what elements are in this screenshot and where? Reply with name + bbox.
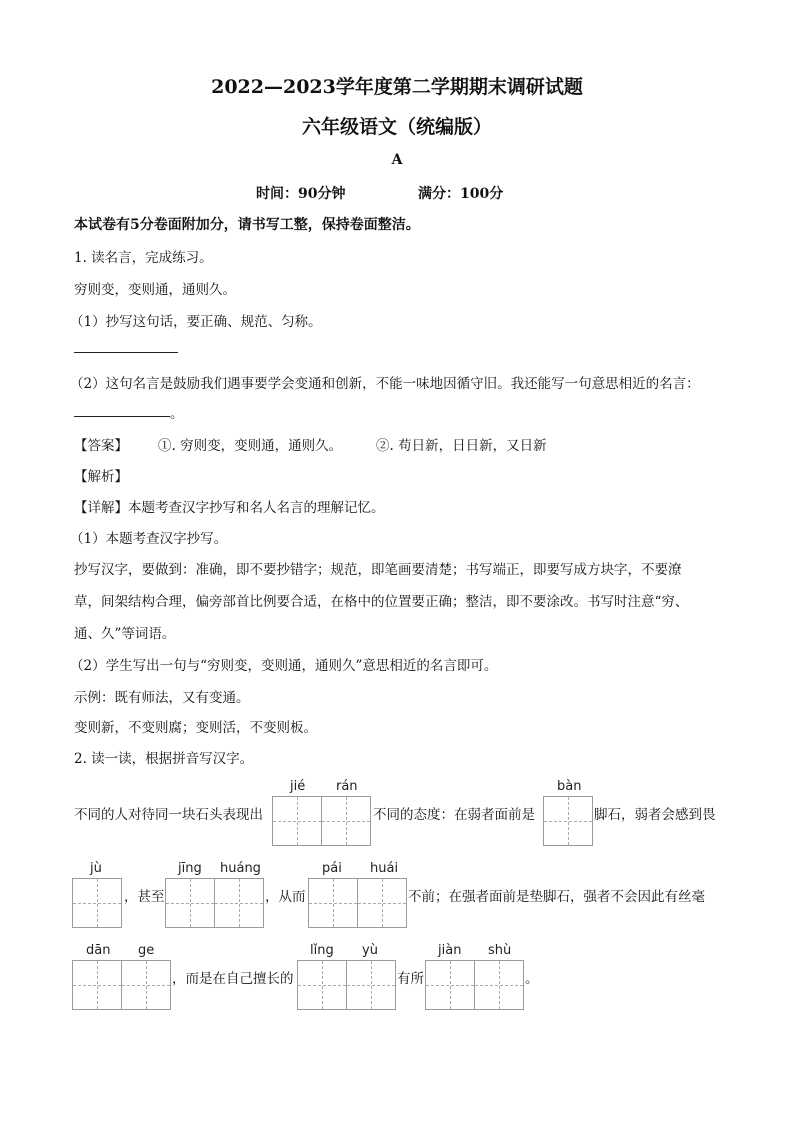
notice: 本试卷有5分卷面附加分，请书写工整，保持卷面整洁。 — [74, 217, 420, 233]
q1-quote: 穷则变，变则通，通则久。 — [74, 282, 236, 298]
char-cell-shu[interactable] — [474, 960, 524, 1010]
pinyin-shu: shù — [488, 943, 512, 958]
pinyin-jie: jié — [290, 779, 306, 794]
pinyin-ban: bàn — [557, 779, 582, 794]
q2-row1-text-a: 不同的人对待同一块石头表现出 — [74, 807, 263, 823]
q1-answer-line-2[interactable] — [74, 416, 170, 417]
pinyin-dan: dān — [86, 943, 111, 958]
char-cell-huai[interactable] — [357, 878, 407, 928]
pinyin-huai: huái — [370, 861, 399, 876]
detail-text: 【详解】本题考查汉字抄写和名人名言的理解记忆。 — [74, 500, 385, 516]
example-text: 示例：既有师法，又有变通。 — [74, 690, 250, 706]
char-cell-dan[interactable] — [72, 960, 122, 1010]
char-grid-ju — [72, 878, 121, 928]
exam-subtitle: 六年级语文（统编版） — [301, 116, 492, 138]
char-grid-lingyu — [297, 960, 395, 1010]
sub2-text: （2）学生写出一句与“穷则变，变则通，通则久”意思相近的名言即可。 — [70, 658, 498, 674]
q1-part1: （1）抄写这句话，要正确、规范、匀称。 — [70, 314, 322, 330]
char-grid-dange — [72, 960, 170, 1010]
q2-row2-text-c: 不前；在强者面前是垫脚石，强者不会因此有丝毫 — [408, 889, 705, 905]
char-cell-ju[interactable] — [72, 878, 122, 928]
exam-title: 2022—2023学年度第二学期期末调研试题 — [211, 76, 583, 98]
q2-row2-text-b: ，从而 — [265, 889, 306, 905]
char-cell-jie[interactable] — [272, 796, 322, 846]
para1-line3: 通、久”等词语。 — [74, 626, 176, 642]
pinyin-jing: jīng — [178, 861, 202, 876]
char-cell-pai[interactable] — [308, 878, 358, 928]
char-grid-jieran — [272, 796, 370, 846]
char-grid-jianshu — [425, 960, 523, 1010]
q1-stem: 1. 读名言，完成练习。 — [74, 250, 213, 266]
answer-1: ①. 穷则变，变则通，通则久。 — [158, 438, 343, 454]
char-cell-ran[interactable] — [321, 796, 371, 846]
q2-row3-text-a: ，而是在自己擅长的 — [172, 971, 294, 987]
sub1-text: （1）本题考查汉字抄写。 — [70, 531, 228, 547]
pinyin-ling: lǐng — [310, 943, 334, 958]
paper-version: A — [391, 152, 403, 168]
q1-answer-line-1[interactable] — [74, 352, 178, 353]
q1-part2: （2）这句名言是鼓励我们遇事要学会变通和创新，不能一味地因循守旧。我还能写一句意思相近的名言： — [70, 376, 700, 392]
char-cell-jian[interactable] — [425, 960, 475, 1010]
q2-row1-text-c: 脚石，弱者会感到畏 — [594, 807, 716, 823]
score-info: 满分：100分 — [418, 186, 504, 202]
pinyin-huang: huáng — [220, 861, 261, 876]
char-cell-ge[interactable] — [121, 960, 171, 1010]
q2-row2-text-a: ，甚至 — [124, 889, 165, 905]
q2-stem: 2. 读一读，根据拼音写汉字。 — [74, 751, 254, 767]
pinyin-ge: ge — [138, 943, 155, 958]
pinyin-jian: jiàn — [438, 943, 462, 958]
q2-row1-text-b: 不同的态度：在弱者面前是 — [373, 807, 535, 823]
example-text-2: 变则新，不变则腐；变则活，不变则板。 — [74, 720, 317, 736]
char-cell-yu[interactable] — [346, 960, 396, 1010]
q1-period: 。 — [170, 406, 184, 422]
analysis-label: 【解析】 — [74, 469, 128, 485]
answer-label: 【答案】 — [74, 438, 128, 454]
char-grid-paihuai — [308, 878, 406, 928]
pinyin-pai: pái — [322, 861, 342, 876]
pinyin-yu: yù — [362, 943, 378, 958]
answer-2: ②. 苟日新，日日新，又日新 — [376, 438, 547, 454]
time-info: 时间：90分钟 — [256, 186, 346, 202]
char-grid-ban — [543, 796, 592, 846]
q2-row3-text-b: 有所 — [397, 971, 424, 987]
char-cell-ban[interactable] — [543, 796, 593, 846]
char-cell-ling[interactable] — [297, 960, 347, 1010]
q2-row3-text-c: 。 — [525, 971, 539, 987]
char-cell-jing[interactable] — [165, 878, 215, 928]
char-cell-huang[interactable] — [214, 878, 264, 928]
para1-line1: 抄写汉字，要做到：准确，即不要抄错字；规范，即笔画要清楚；书写端正，即要写成方块字，不要潦 — [74, 562, 682, 578]
pinyin-ran: rán — [336, 779, 358, 794]
char-grid-jinghuang — [165, 878, 263, 928]
pinyin-ju: jù — [90, 861, 102, 876]
para1-line2: 草，间架结构合理，偏旁部首比例要合适，在格中的位置要正确；整洁，即不要涂改。书写时注意“穷、 — [74, 594, 689, 610]
